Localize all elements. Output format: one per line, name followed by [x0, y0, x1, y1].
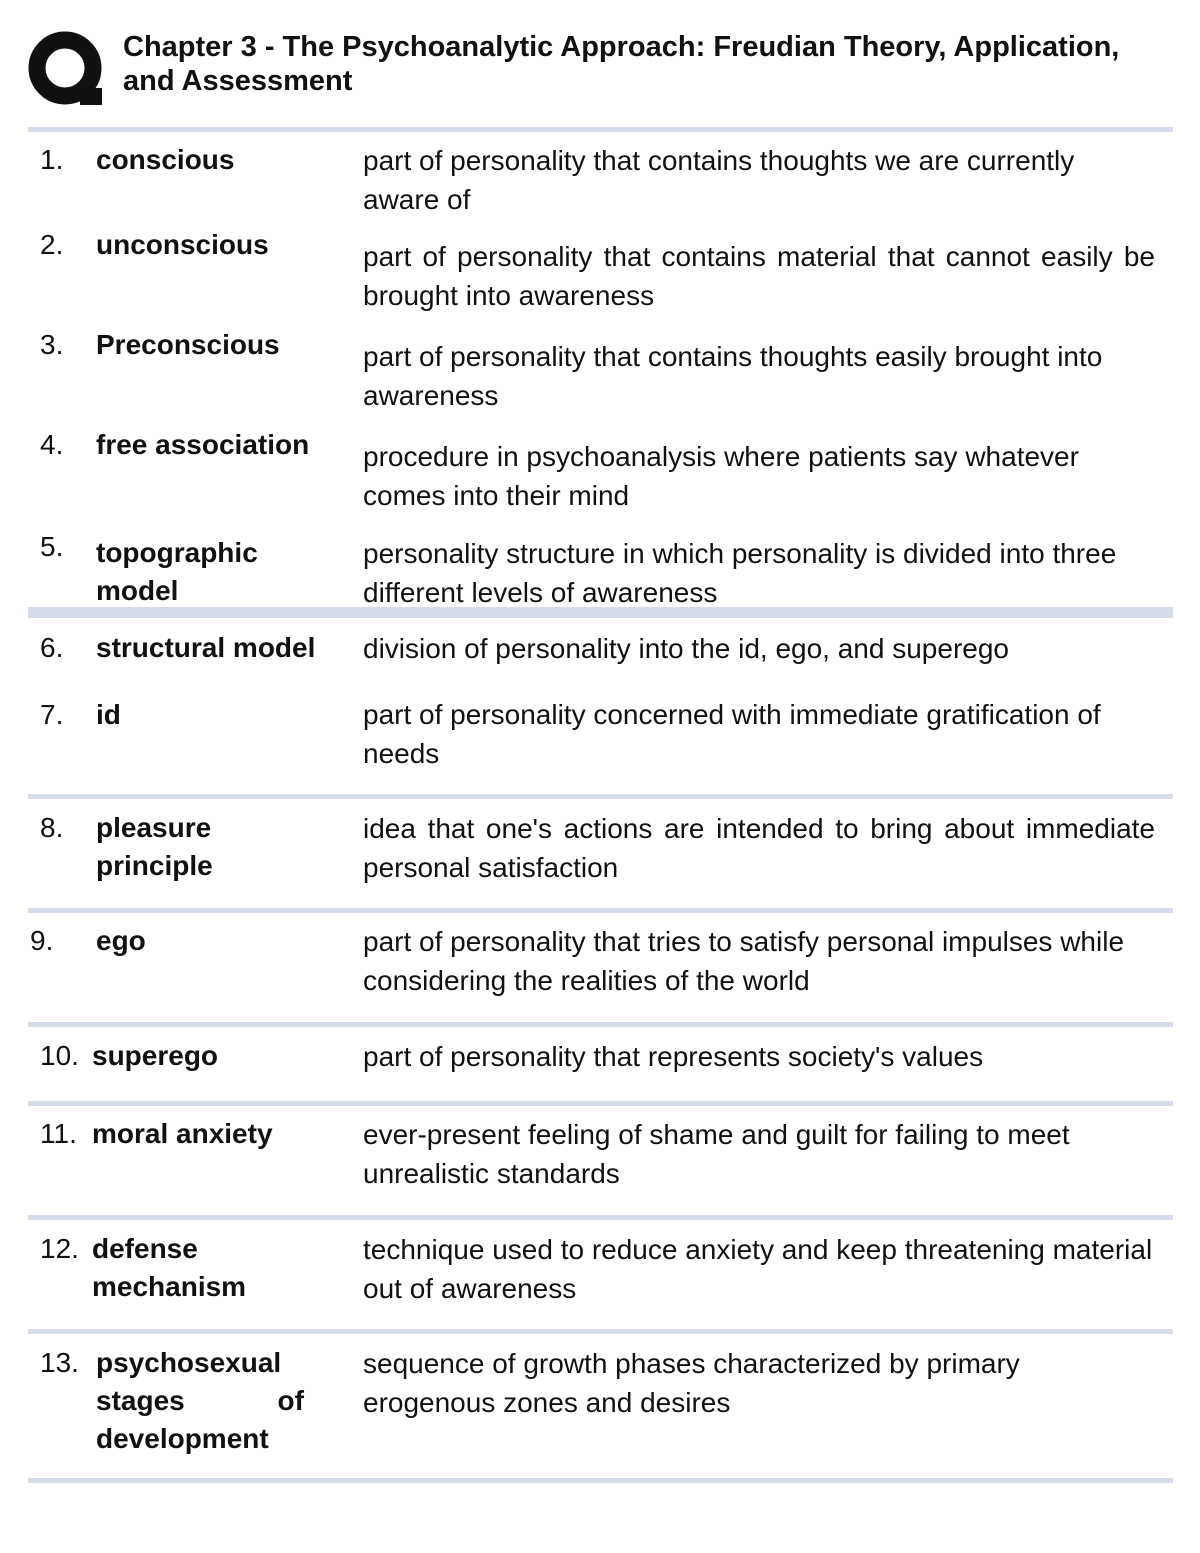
term-definition: part of personality that contains thoughts easily brought into awareness	[363, 341, 1103, 411]
term-name: topographic model	[96, 537, 258, 606]
term-number: 5.	[40, 531, 64, 562]
term-definition: technique used to reduce anxiety and keep threatening material out of awareness	[363, 1234, 1153, 1304]
divider	[28, 1478, 1173, 1483]
divider	[28, 1215, 1173, 1220]
term-number: 13.	[40, 1347, 79, 1378]
term-definition: part of personality concerned with immediate gratification of needs	[363, 699, 1101, 769]
term-number: 8.	[40, 812, 64, 843]
term-name: id	[96, 699, 121, 730]
divider	[28, 908, 1173, 913]
divider	[28, 127, 1173, 132]
term-definition: part of personality that tries to satisfy personal impulses while considering the realities of the world	[363, 926, 1125, 996]
term-name: moral anxiety	[92, 1118, 273, 1149]
term-definition: part of personality that represents society's values	[363, 1041, 984, 1072]
term-definition: procedure in psychoanalysis where patients say whatever comes into their mind	[363, 441, 1079, 511]
divider	[28, 794, 1173, 799]
term-name: unconscious	[96, 229, 269, 260]
term-number: 4.	[40, 429, 64, 460]
term-number: 10.	[40, 1040, 79, 1071]
divider	[28, 1101, 1173, 1106]
term-name: structural model	[96, 632, 316, 663]
term-number: 3.	[40, 329, 64, 360]
term-number: 12.	[40, 1233, 79, 1264]
term-number: 6.	[40, 632, 64, 663]
term-number: 2.	[40, 229, 64, 260]
term-number: 11.	[40, 1118, 77, 1149]
term-name: psychosexual stages of development	[96, 1347, 304, 1454]
term-number: 7.	[40, 699, 64, 730]
term-definition: division of personality into the id, ego, and superego	[363, 633, 1009, 664]
divider	[28, 1022, 1173, 1027]
page-title: Chapter 3 - The Psychoanalytic Approach: Freudian Theory, Application, and Assessment	[123, 31, 1120, 97]
term-name: ego	[96, 925, 146, 956]
divider	[28, 1329, 1173, 1334]
q-logo-icon	[28, 30, 106, 108]
term-number: 1.	[40, 144, 64, 175]
term-name: free association	[96, 429, 310, 460]
term-name: superego	[92, 1040, 219, 1071]
term-definition: personality structure in which personality is divided into three different levels of awareness	[363, 538, 1117, 608]
term-definition: idea that one's actions are intended to bring about immediate personal satisfaction	[363, 813, 1155, 883]
term-name: conscious	[96, 144, 235, 175]
term-definition: part of personality that contains material that cannot easily be brought into awareness	[363, 241, 1155, 311]
term-name: pleasure principle	[96, 812, 213, 881]
term-definition: part of personality that contains thoughts we are currently aware of	[363, 145, 1075, 215]
term-name: defense mechanism	[92, 1233, 247, 1302]
term-number: 9.	[30, 925, 54, 956]
term-definition: ever-present feeling of shame and guilt for failing to meet unrealistic standards	[363, 1119, 1070, 1189]
term-name: Preconscious	[96, 329, 280, 360]
term-definition: sequence of growth phases characterized by primary erogenous zones and desires	[363, 1348, 1020, 1418]
